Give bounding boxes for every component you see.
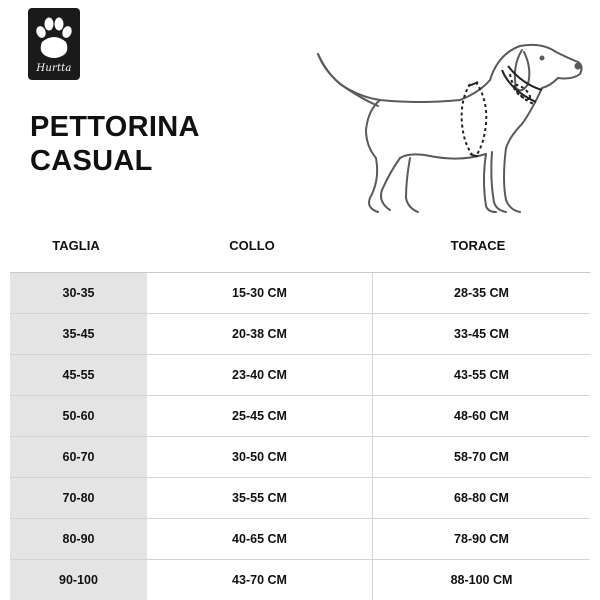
cell-size: 80-90 [10,519,147,559]
brand-logo [28,8,80,80]
cell-size: 90-100 [10,560,147,600]
header-neck: COLLO [229,238,275,253]
table-row [10,314,590,355]
cell-neck: 30-50 CM [147,437,373,477]
cell-neck: 15-30 CM [147,273,373,313]
cell-neck: 20-38 CM [147,314,373,354]
dog-measurement-icon [310,40,590,220]
title-line-2: CASUAL [30,145,153,177]
cell-neck: 35-55 CM [147,478,373,518]
table-row [10,560,590,600]
product-title [30,110,200,178]
logo-text: Hurtta [36,63,72,74]
title-line-1: PETTORINA [30,111,200,143]
cell-chest: 43-55 CM [454,368,509,382]
header-size: TAGLIA [52,238,100,253]
cell-neck: 40-65 CM [147,519,373,559]
cell-neck: 23-40 CM [147,355,373,395]
cell-chest: 28-35 CM [454,286,509,300]
size-table [10,272,590,600]
cell-size: 30-35 [10,273,147,313]
table-row [10,437,590,478]
cell-size: 45-55 [10,355,147,395]
table-header [10,238,590,262]
header-chest: TORACE [450,238,506,253]
table-row [10,478,590,519]
table-row [10,355,590,396]
cell-size: 35-45 [10,314,147,354]
cell-neck: 25-45 CM [147,396,373,436]
cell-size: 50-60 [10,396,147,436]
cell-chest: 78-90 CM [454,532,509,546]
cell-chest: 58-70 CM [454,450,509,464]
cell-size: 70-80 [10,478,147,518]
table-row [10,519,590,560]
cell-chest: 68-80 CM [454,491,509,505]
cell-chest: 33-45 CM [454,327,509,341]
cell-chest: 88-100 CM [450,573,513,587]
cell-size: 60-70 [10,437,147,477]
cell-neck: 43-70 CM [147,560,373,600]
table-row [10,396,590,437]
cell-chest: 48-60 CM [454,409,509,423]
table-row [10,273,590,314]
